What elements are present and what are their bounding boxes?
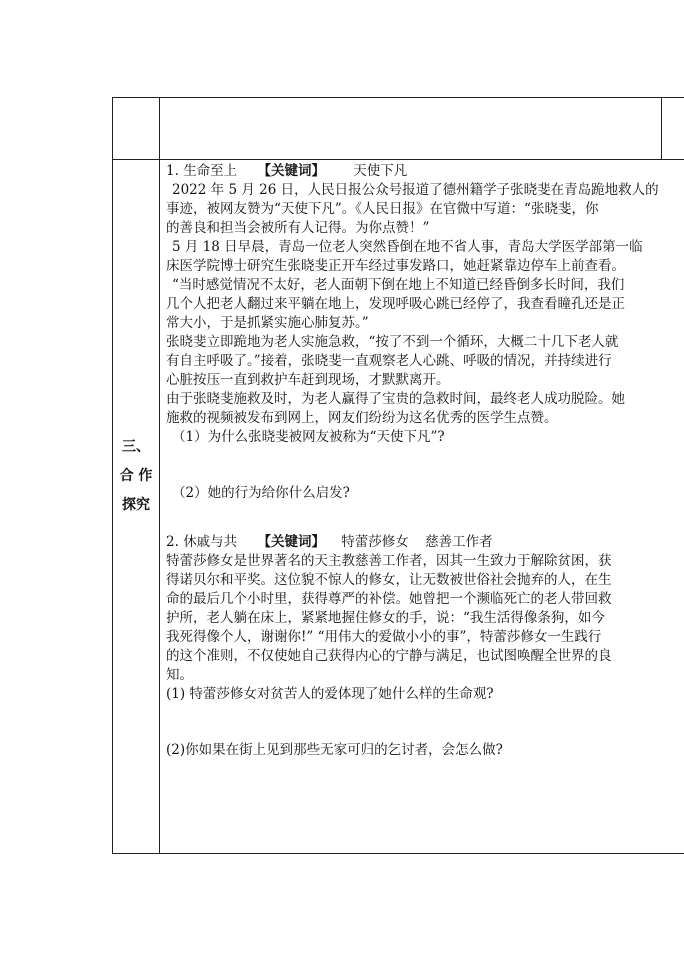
table-column-divider	[159, 97, 160, 854]
part2-question-1: (1) 特蕾莎修女对贫苦人的爱体现了她什么样的生命观?	[166, 686, 494, 702]
part1-para-line: 的善良和担当会被所有人记得。为你点赞！”	[166, 220, 430, 236]
part1-heading	[166, 162, 407, 181]
part1-para-line: 有自主呼吸了。”接着，张晓斐一直观察老人心跳、呼吸的情况，并持续进行	[166, 353, 612, 369]
part1-keyword-label: 【关键词】	[257, 163, 325, 179]
section-label-line2: 合 作	[119, 468, 153, 484]
part2-para-line: 命的最后几个小时里，获得尊严的补偿。她曾把一个濒临死亡的老人带回救	[166, 591, 612, 607]
part2-keyword-2: 慈善工作者	[425, 534, 493, 550]
part2-number: 2.	[166, 534, 179, 550]
explore-content	[166, 160, 676, 850]
section-label-number: 三、	[122, 439, 150, 455]
part1-para-line: 床医学院博士研究生张晓斐正开车经过事发路口，她赶紧靠边停车上前查看。	[166, 258, 625, 274]
part1-para-line: 由于张晓斐施救及时，为老人赢得了宝贵的急救时间，最终老人成功脱险。她	[166, 391, 625, 407]
part2-question-2: (2)你如果在街上见到那些无家可归的乞讨者，会怎么做?	[166, 742, 503, 758]
part1-para-line: “当时感觉情况不太好，老人面朝下倒在地上不知道已经昏倒多长时间，我们	[172, 277, 625, 293]
part2-para-line: 特蕾莎修女是世界著名的天主教慈善工作者，因其一生致力于解除贫困，获	[166, 553, 612, 569]
section-label-line3: 探究	[122, 497, 150, 513]
part1-para-line: 心脏按压一直到救护车赶到现场，才默默离开。	[166, 372, 450, 388]
part1-question-1: （1）为什么张晓斐被网友被称为“天使下凡”?	[172, 429, 445, 445]
part1-keyword: 天使下凡	[353, 163, 408, 179]
part1-question-2: （2）她的行为给你什么启发?	[172, 485, 350, 501]
table-right-column-divider	[661, 97, 662, 160]
part1-para-line: 常大小，于是抓紧实施心肺复苏。”	[166, 315, 369, 331]
part2-heading	[166, 533, 493, 552]
part2-para-line: 得诺贝尔和平奖。这位貌不惊人的修女，让无数被世俗社会抛弃的人，在生	[166, 572, 612, 588]
part1-number: 1.	[166, 163, 179, 179]
part2-para-line: 知。	[166, 667, 193, 683]
part2-keyword-label: 【关键词】	[257, 534, 325, 550]
part1-para-line: 5 月 18 日早晨，青岛一位老人突然昏倒在地不省人事，青岛大学医学部第一临	[172, 239, 643, 255]
part2-title: 休戚与共	[183, 534, 238, 550]
table-bottom-border	[112, 853, 684, 854]
part1-para-line: 几个人把老人翻过来平躺在地上，发现呼吸心跳已经停了，我查看瞳孔还是正	[166, 296, 625, 312]
part2-para-line: 护所，老人躺在床上，紧紧地握住修女的手，说：“我生活得像条狗，如今	[166, 610, 605, 626]
part2-para-line: 我死得像个人，谢谢你!” “用伟大的爱做小小的事”，特蕾莎修女一生践行	[166, 629, 602, 645]
part1-para-line: 张晓斐立即跪地为老人实施急救，“按了不到一个循环，大概二十几下老人就	[166, 334, 619, 350]
part1-para-line: 2022 年 5 月 26 日，人民日报公众号报道了德州籍学子张晓斐在青岛跪地救人的	[172, 182, 659, 198]
table-top-border	[112, 97, 684, 98]
part1-para-line: 事迹，被网友赞为“天使下凡”。《人民日报》在官微中写道：“张晓斐，你	[166, 201, 599, 217]
part1-para-line: 施救的视频被发布到网上，网友们纷纷为这名优秀的医学生点赞。	[166, 410, 558, 426]
table-left-border	[112, 97, 113, 854]
part1-title: 生命至上	[183, 163, 238, 179]
section-label	[114, 440, 158, 512]
part2-para-line: 的这个准则，不仅使她自己获得内心的宁静与满足，也试图唤醒全世界的良	[166, 648, 612, 664]
part2-keyword-1: 特蕾莎修女	[341, 534, 409, 550]
